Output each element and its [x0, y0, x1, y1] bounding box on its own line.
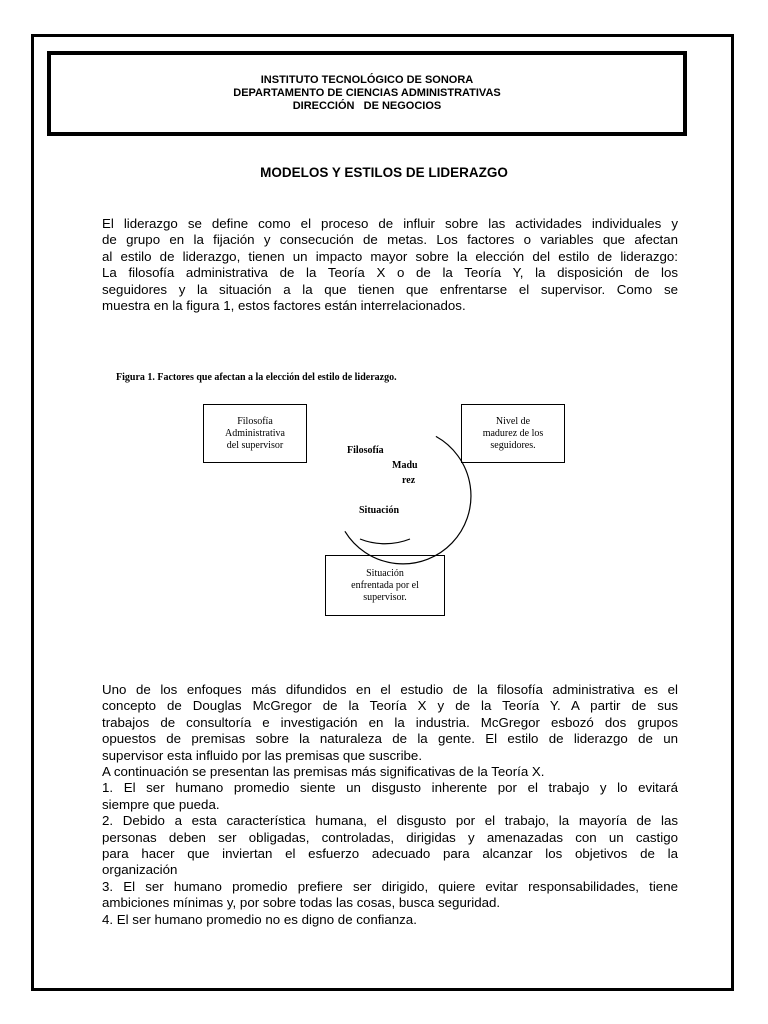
header-line-department: DEPARTAMENTO DE CIENCIAS ADMINISTRATIVAS	[233, 87, 501, 99]
figure-caption: Figura 1. Factores que afectan a la elección del estilo de liderazgo.	[116, 372, 397, 383]
circle-label-filosofia: Filosofía	[347, 445, 384, 456]
paragraph-line: seguidores y la situación a la que tienen que enfrentarse el supervisor. Como se	[102, 281, 678, 297]
box-text-line: supervisor.	[363, 591, 407, 603]
circle-arc-bottom	[360, 539, 410, 544]
box-text-line: Administrativa	[225, 427, 285, 439]
paragraph-line: supervisor esta influido por las premisas que suscribe.	[102, 747, 423, 763]
paragraph-line: La filosofía administrativa de la Teoría X o de la Teoría Y, la disposición de los	[102, 265, 678, 281]
circle-label-rez: rez	[402, 475, 416, 486]
paragraph-line: de grupo en la fijación y consecución de metas. Los factores o variables que afectan	[102, 232, 678, 248]
box-text-line: Situación	[366, 567, 404, 579]
box-text-line: madurez de los	[482, 427, 544, 439]
box-text-line: enfrentada por el	[351, 579, 419, 591]
paragraph-line: A continuación se presentan las premisas más significativas de la Teoría X.	[102, 764, 545, 780]
paragraph-line: Uno de los enfoques más difundidos en el estudio de la filosofía administrativa es el	[102, 682, 678, 697]
header-line-institute: INSTITUTO TECNOLÓGICO DE SONORA	[260, 74, 474, 86]
paragraph-line: muestra en la figura 1, estos factores están interrelacionados.	[102, 298, 466, 314]
box-text-line: Nivel de	[495, 415, 531, 427]
paragraph-line: concepto de Douglas McGregor de la Teoría X y de la Teoría Y. A partir de sus	[102, 698, 678, 714]
paragraph-line: 4. El ser humano promedio no es digno de confianza.	[102, 911, 417, 927]
circle-label-madu: Madu	[392, 460, 418, 471]
paragraph-line: al estilo de liderazgo, tienen un impacto mayor sobre la elección del estilo de liderazgo:	[102, 248, 678, 264]
paragraph-line: 1. El ser humano promedio siente un disgusto inherente por el trabajo y lo evitará	[102, 780, 678, 796]
box-text-line: seguidores.	[490, 439, 536, 451]
paragraph-line: para hacer que inviertan el esfuerzo adecuado para alcanzar los objetivos de la	[102, 846, 678, 862]
paragraph-line: trabajos de consultoría e investigación en la industria. McGregor esbozó dos grupos	[102, 714, 678, 730]
paragraph-line: opuestos de premisas sobre la naturaleza de la gente. El estilo de liderazgo de un	[102, 731, 678, 747]
paragraph-line: El liderazgo se define como el proceso de influir sobre las actividades individuales y	[102, 216, 678, 231]
circle-label-situacion: Situación	[359, 505, 400, 516]
theory-paragraph	[102, 682, 678, 928]
box-text-line: Filosofía	[237, 415, 273, 427]
paragraph-line: 2. Debido a esta característica humana, el disgusto por el trabajo, la mayoría de las	[102, 813, 678, 829]
paragraph-line: siempre que pueda.	[102, 796, 220, 812]
paragraph-line: ambiciones mínimas y, por sobre todas las cosas, busca seguridad.	[102, 895, 501, 911]
box-text-line: del supervisor	[226, 439, 284, 451]
document-title: MODELOS Y ESTILOS DE LIDERAZGO	[260, 165, 508, 180]
paragraph-line: 3. El ser humano promedio prefiere ser dirigido, quiere evitar responsabilidades, tiene	[102, 878, 678, 894]
paragraph-line: personas deben ser obligadas, controladas, dirigidas y amenazadas con un castigo	[102, 829, 678, 845]
paragraph-line: organización	[102, 862, 178, 878]
header-line-direction: DIRECCIÓN DE NEGOCIOS	[292, 100, 442, 112]
